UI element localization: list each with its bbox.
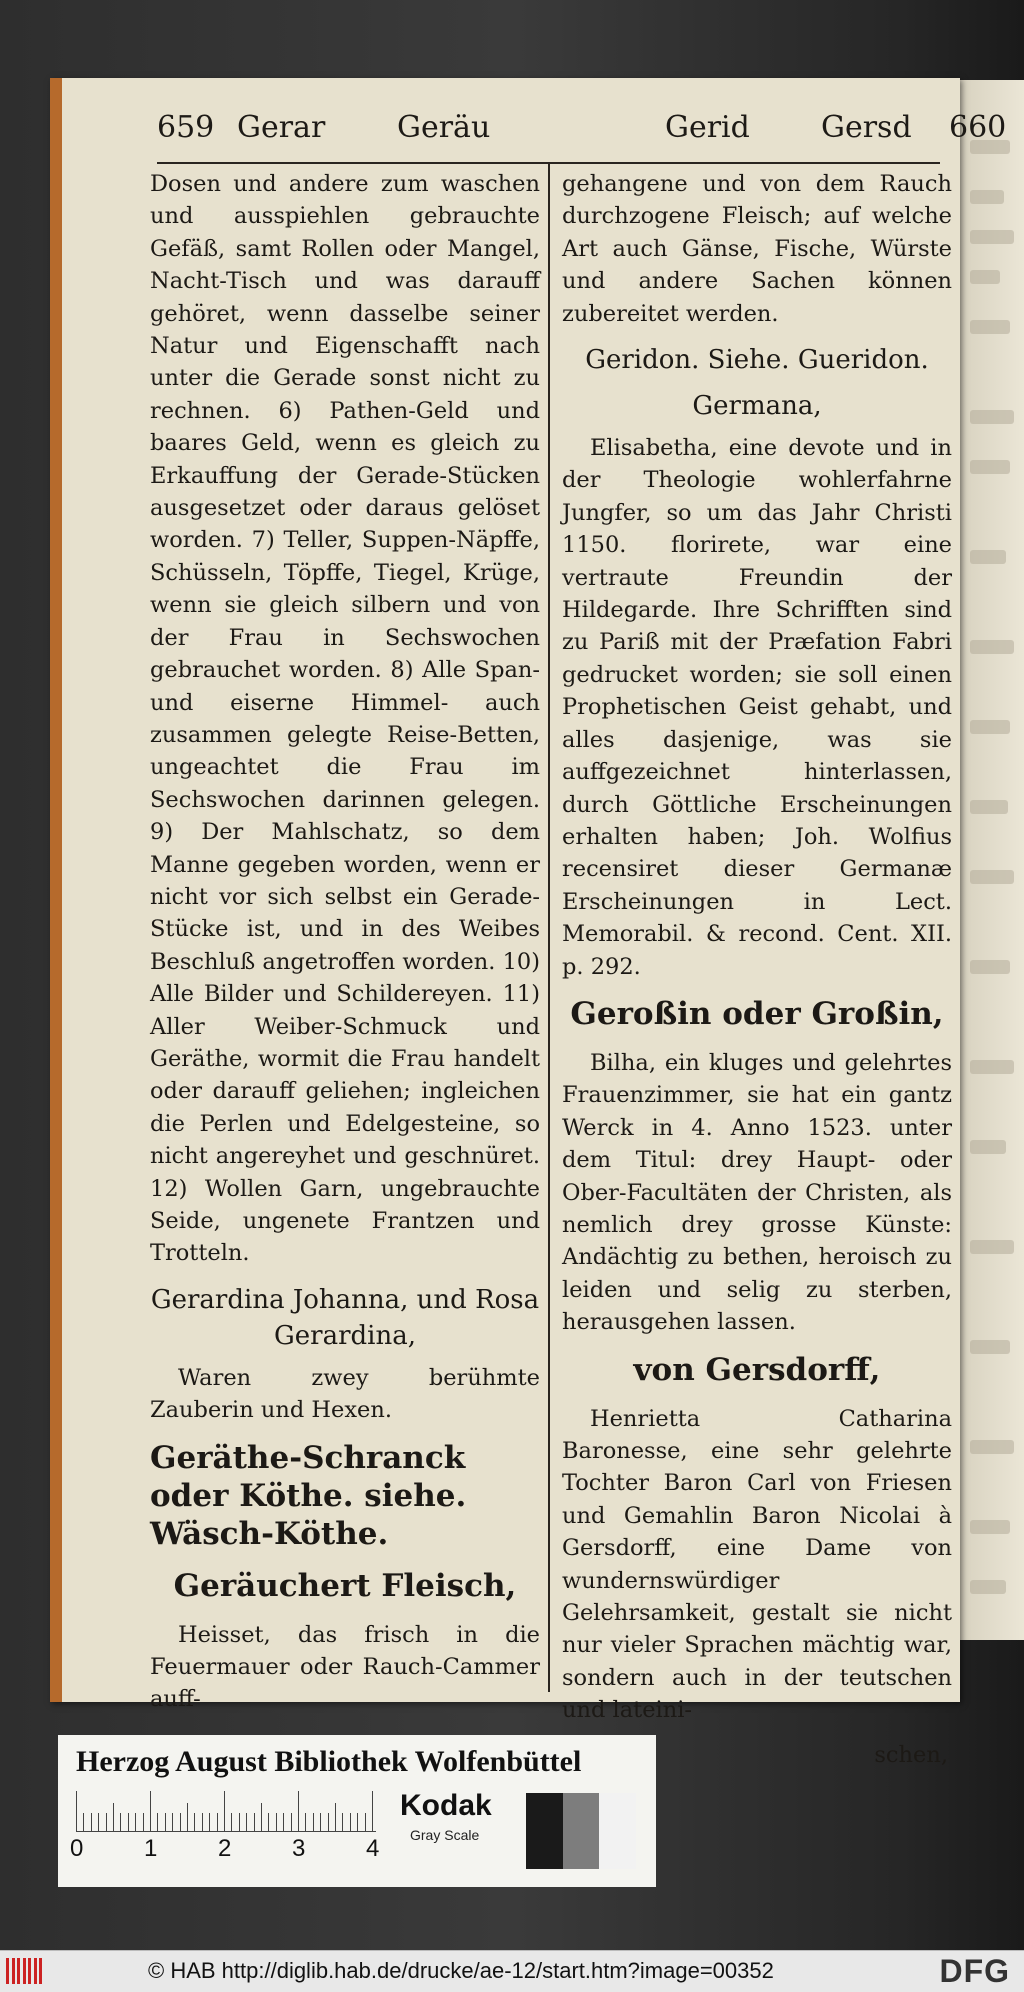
ruler-tick (342, 1813, 343, 1831)
ruler-tick (202, 1813, 203, 1831)
gray-patch-mid (563, 1793, 600, 1869)
barcode-bar (39, 1958, 42, 1984)
ruler-tick (172, 1813, 173, 1831)
ruler-tick (231, 1813, 232, 1831)
entry-heading-germana: Germana, (692, 391, 822, 422)
entry-heading-gerossin: Geroßin oder Großin, (570, 995, 944, 1032)
color-scale-card (58, 1735, 656, 1887)
header-word-gerar: Gerar (237, 110, 326, 145)
ruler-ticks (76, 1789, 376, 1832)
ruler-tick (194, 1813, 195, 1831)
entry-heading-gersdorff: von Gersdorff, (633, 1351, 881, 1388)
ruler-tick (291, 1813, 292, 1831)
ruler-tick (91, 1813, 92, 1831)
barcode-bar (6, 1958, 9, 1984)
ruler-tick (209, 1813, 210, 1831)
ruler-tick (180, 1813, 181, 1831)
barcode-bar (23, 1958, 26, 1984)
right-column (562, 168, 952, 1783)
ruler-number: 3 (292, 1835, 306, 1862)
catchword: schen, (874, 1741, 948, 1768)
ruler-tick (357, 1813, 358, 1831)
barcode-bar (34, 1958, 37, 1984)
ruler-tick (128, 1813, 129, 1831)
entry-text-gersdorff: Henrietta Catharina Baronesse, eine sehr gelehrte Tochter Baron Carl von Friesen und Gemahlin Baron Nicolai à Gersdorff, eine Dame von wundernswürdiger Gelehrsamkeit, gestalt sie nicht nur vieler Sprachen mächtig war, sondern auch in der teutschen und lateini- (562, 1405, 952, 1724)
copyright-url[interactable]: © HAB http://diglib.hab.de/drucke/ae-12/start.htm?image=00352 (148, 1958, 774, 1983)
page-number-right: 660 (949, 110, 1007, 145)
ruler-tick (276, 1813, 277, 1831)
entry-fleisch-continuation: gehangene und von dem Rauch durchzogene Fleisch; auf welche Art auch Gänse, Fische, Würste und andere Sachen können zubereitet werden. (562, 171, 952, 327)
running-header (157, 110, 1007, 154)
entry-text-germana: Elisabetha, eine devote und in der Theologie wohlerfahrne Jungfer, so um das Jahr Christi 1150. florirete, war eine vertraute Freundin der Hildegarde. Ihre Schrifften sind zu Pariß mit der Præfation Fabri gedrucket worden; sie soll einen Prophetischen Geist gehabt, und alles dasjenige, was sie auffgezeichnet hinterlassen, durch Göttliche Erscheinungen erhalten haben; Joh. Wolfius recensiret dieser Germanæ Erscheinungen in Lect. Memorabil. & recond. Cent. XII. p. 292. (562, 435, 952, 980)
ruler-tick (313, 1813, 314, 1831)
ruler-number: 0 (70, 1835, 84, 1862)
entry-heading-geridon: Geridon. Siehe. Gueridon. (585, 345, 929, 376)
entry-gerade-continuation: Dosen und andere zum waschen und ausspiehlen gebrauchte Gefäß, samt Rollen oder Mangel, Nacht-Tisch und was darauff gehöret, wenn dasselbe seiner Natur und Eigenschafft nach unter die Gerade sonst nicht zu rechnen. 6) Pathen-Geld und baares Geld, wenn es gleich zu Erkauffung der Gerade-Stücken ausgesetzet oder daraus gelöset worden. 7) Teller, Suppen-Näpffe, Schüsseln, Töpffe, Tiegel, Krüge, wenn sie gleich silbern und von der Frau in Sechswochen gebrauchet worden. 8) Alle Span- und eiserne Himmel- auch zusammen gelegte Reise-Betten, ungeachtet die Frau im Sechswochen darinnen gelegen. 9) Der Mahlschatz, so dem Manne gegeben worden, wenn er nicht vor sich selbst ein Gerade-Stücke ist, und in des Weibes Beschluß angetroffen worden. 10) Alle Bilder und Schildereyen. 11) Aller Weiber-Schmuck und Geräthe, wormit die Frau handelt oder darauff geliehen; ingleichen die Perlen und Edelgesteine, so nicht angereyhet und geschnüret. 12) Wollen Garn, ungebrauchte Seide, ungenete Frantzen und Trotteln. (150, 171, 540, 1267)
ruler-tick (246, 1813, 247, 1831)
ruler-tick (335, 1803, 336, 1831)
ruler-tick (254, 1813, 255, 1831)
ruler-tick (113, 1803, 114, 1831)
barcode-bar (28, 1958, 31, 1984)
entry-text-gerossin: Bilha, ein kluges und gelehrtes Frauenzimmer, sie hat ein gantz Werck in 4. Anno 1523. unter dem Titul: drey Haupt- oder Ober-Facultäten der Christen, als nemlich drey grosse Künste: Andächtig zu bethen, heroisch zu leiden und selig zu sterben, herausgehen lassen. (562, 1049, 952, 1336)
page-number-left: 659 (157, 110, 215, 145)
gray-patches (526, 1793, 636, 1869)
column-divider (548, 162, 550, 1692)
ruler-tick (76, 1791, 77, 1831)
ruler-tick (143, 1813, 144, 1831)
header-word-gerid: Gerid (665, 110, 750, 145)
gray-patch-light (599, 1793, 636, 1869)
ruler-tick (83, 1813, 84, 1831)
ruler-tick (165, 1813, 166, 1831)
ruler-tick (224, 1791, 225, 1831)
ruler-tick (261, 1803, 262, 1831)
header-word-gersd: Gersd (821, 110, 912, 145)
ruler-tick (135, 1813, 136, 1831)
adjacent-page-edge (960, 80, 1024, 1640)
gray-patch-dark (526, 1793, 563, 1869)
ruler-tick (150, 1791, 151, 1831)
viewer-footer (0, 1950, 1024, 1992)
ruler-number: 4 (366, 1835, 380, 1862)
ruler-tick (239, 1813, 240, 1831)
barcode-icon (6, 1958, 46, 1984)
ruler-number: 1 (144, 1835, 158, 1862)
header-word-gerau: Geräu (397, 110, 491, 145)
ruler-tick (283, 1813, 284, 1831)
entry-heading-geraethe-schranck: Geräthe-Schranck oder Köthe. siehe. Wäsch-Köthe. (150, 1439, 467, 1552)
ruler-tick (372, 1791, 373, 1831)
ruler-tick (106, 1813, 107, 1831)
ruler-tick (268, 1813, 269, 1831)
left-column (150, 168, 540, 1728)
ruler-tick (320, 1813, 321, 1831)
ruler-tick (298, 1791, 299, 1831)
gray-scale-label: Gray Scale (410, 1827, 480, 1843)
dfg-logo: DFG (939, 1953, 1010, 1989)
ruler-tick (187, 1803, 188, 1831)
entry-heading-geraeuchert-fleisch: Geräuchert Fleisch, (173, 1567, 517, 1604)
ruler-tick (217, 1813, 218, 1831)
library-name: Herzog August Bibliothek Wolfenbüttel (76, 1745, 582, 1778)
barcode-bar (17, 1958, 20, 1984)
ruler-tick (328, 1813, 329, 1831)
ruler-tick (305, 1813, 306, 1831)
ruler-number: 2 (218, 1835, 232, 1862)
ruler-tick (120, 1813, 121, 1831)
entry-heading-gerardina: Gerardina Johanna, und Rosa Gerardina, (150, 1284, 540, 1351)
ruler-tick (157, 1813, 158, 1831)
entry-text-geraeuchert-fleisch: Heisset, das frisch in die Feuermauer oder Rauch-Cammer auff- (150, 1621, 540, 1713)
ruler-tick (365, 1813, 366, 1831)
ruler-tick (98, 1813, 99, 1831)
ruler-tick (350, 1813, 351, 1831)
barcode-bar (12, 1958, 15, 1984)
entry-text-gerardina: Waren zwey berühmte Zauberin und Hexen. (150, 1364, 540, 1424)
kodak-logo: Kodak (400, 1789, 492, 1822)
